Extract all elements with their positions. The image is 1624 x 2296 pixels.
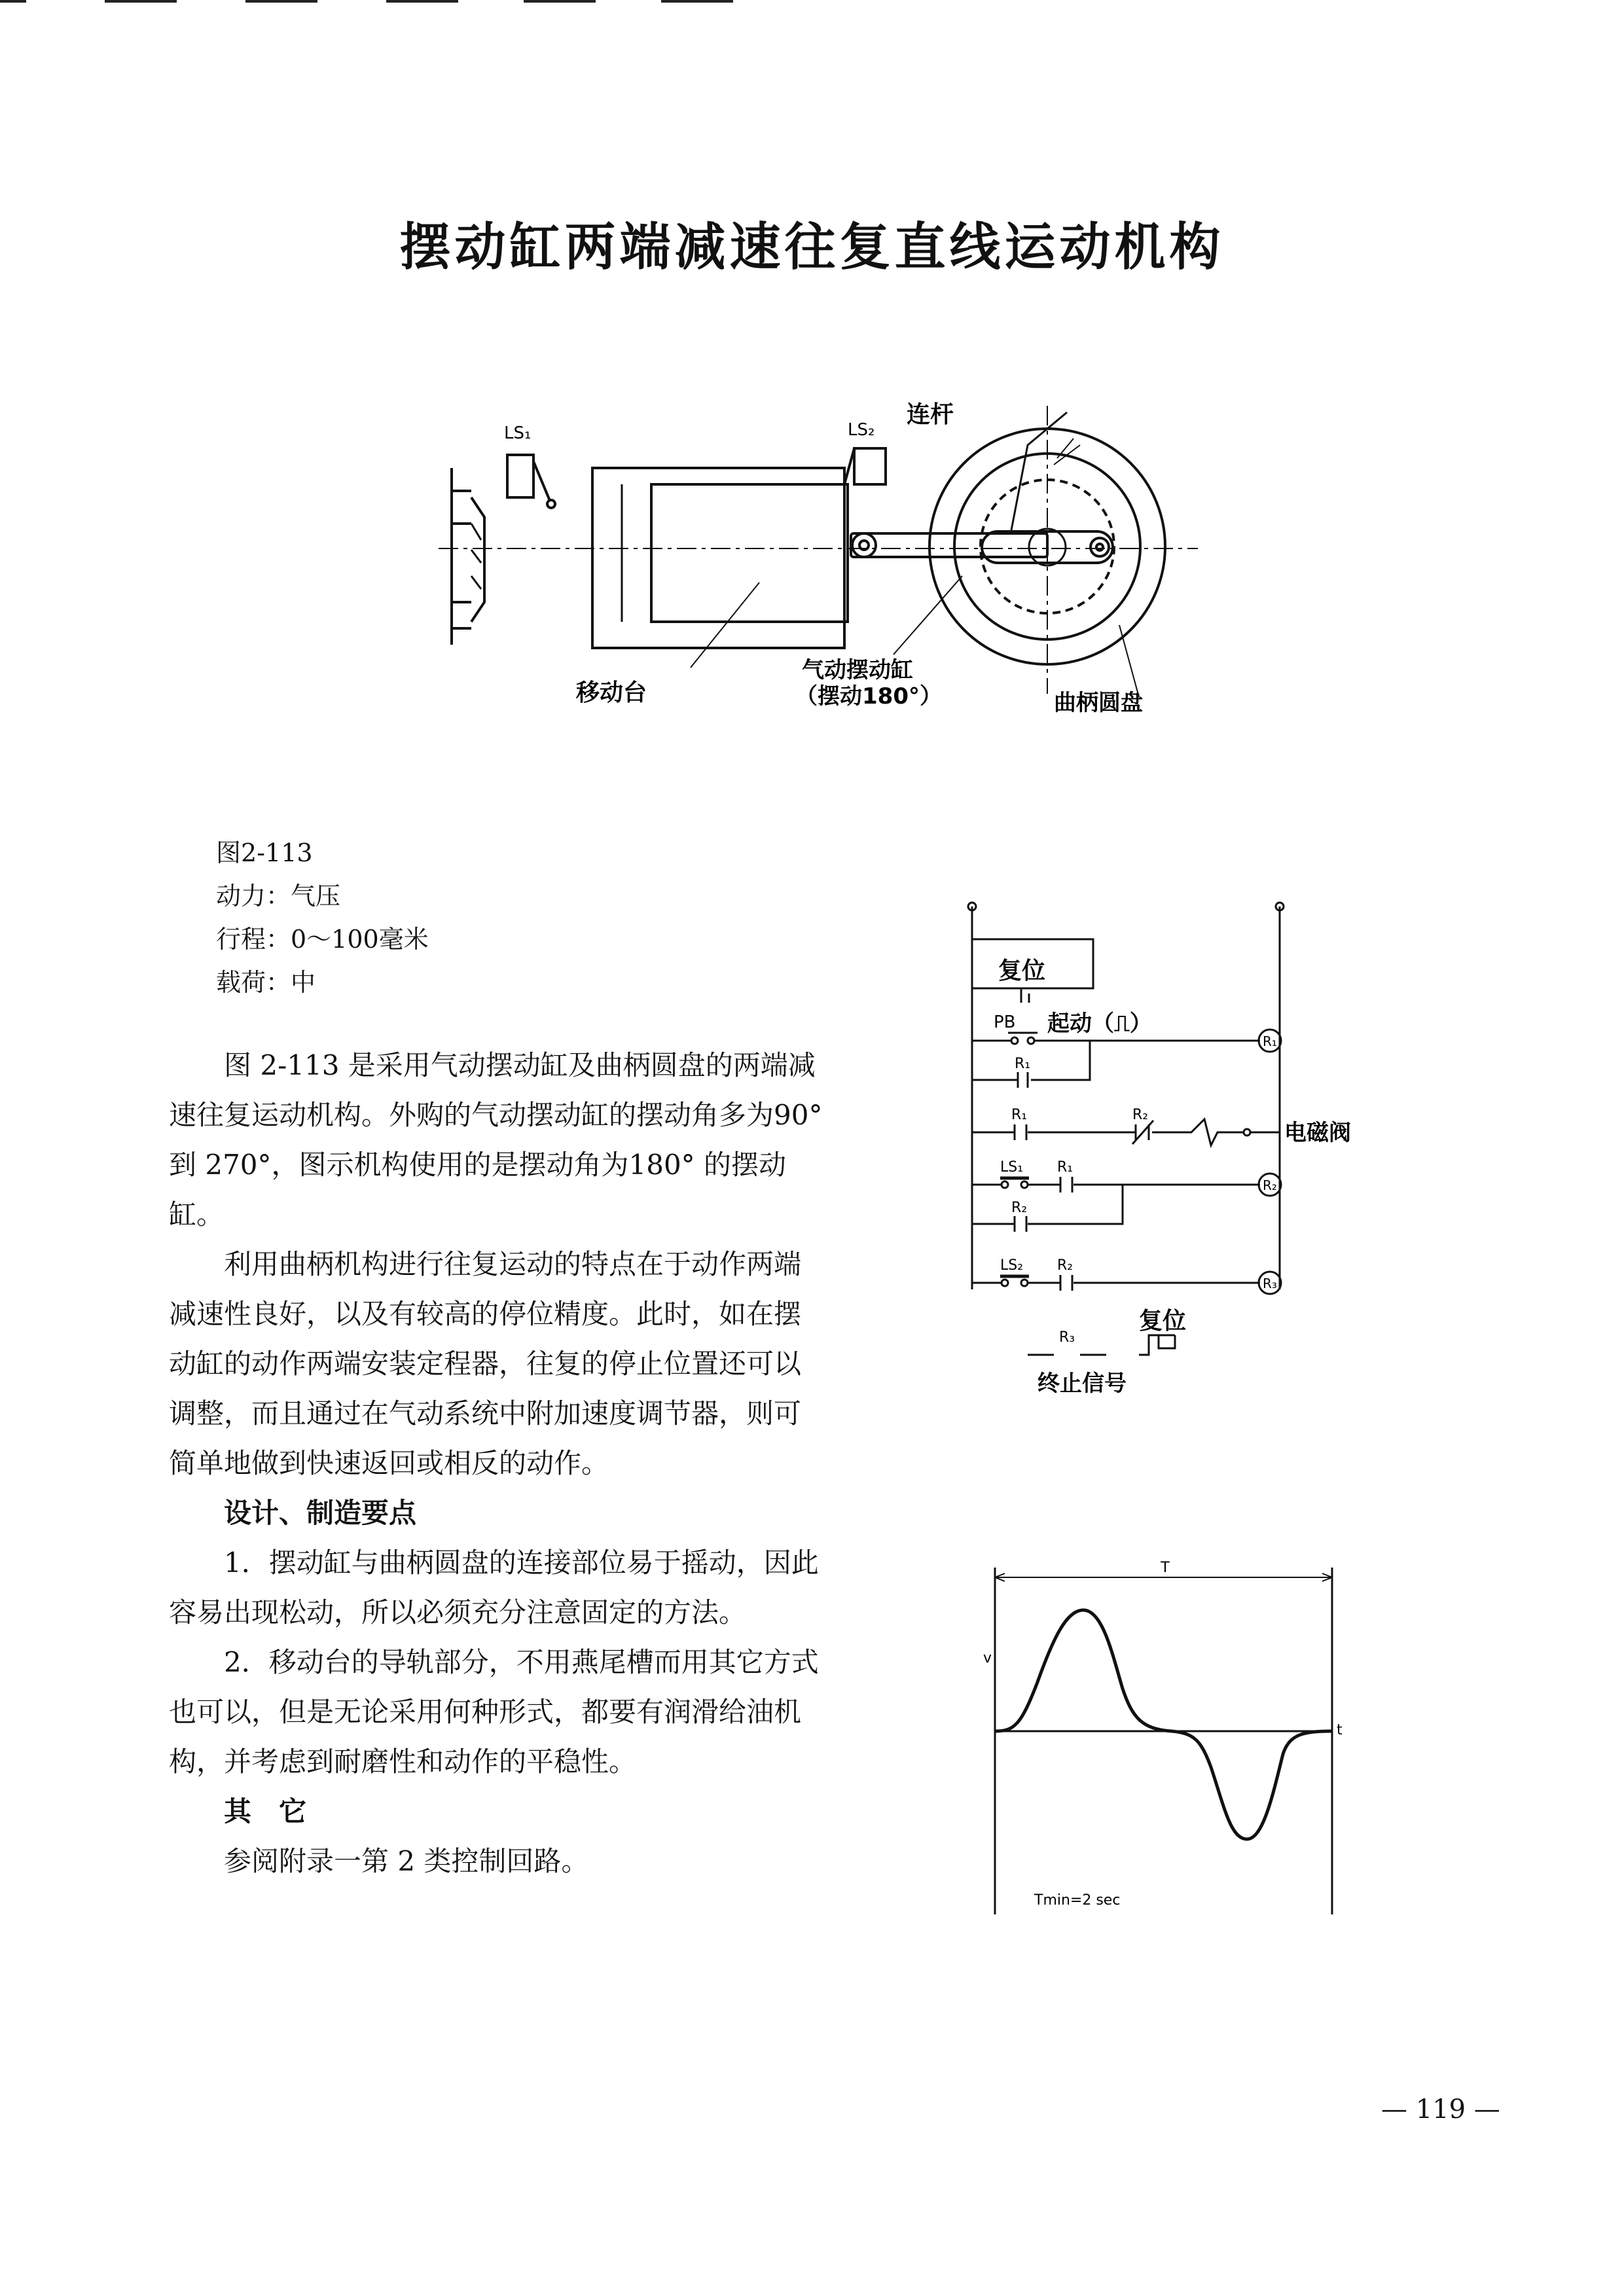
design-point: 1．摆动缸与曲柄圆盘的连接部位易于摇动，因此容易出现松动，所以必须充分注意固定的方法。 xyxy=(169,1547,819,1628)
mechanism-diagram xyxy=(425,386,1211,726)
r2-contact-label: R₂ xyxy=(1011,1200,1028,1216)
ls1-contact-label: LS₁ xyxy=(1000,1159,1024,1175)
page-number: — 119 — xyxy=(1381,2094,1500,2125)
period-label: T xyxy=(1161,1560,1170,1576)
pb-label: PB xyxy=(994,1013,1016,1032)
power-spec: 动力：气压 xyxy=(216,882,341,910)
t-axis-label: t xyxy=(1337,1722,1343,1738)
start-label: 起动（⎍） xyxy=(1047,1011,1152,1037)
ls2-contact-label: LS₂ xyxy=(1000,1257,1024,1274)
solenoid-valve-label: 电磁阀 xyxy=(1284,1120,1351,1146)
other-heading: 其 它 xyxy=(224,1795,307,1827)
design-point: 2．移动台的导轨部分，不用燕尾槽而用其它方式也可以，但是无论采用何种形式，都要有润滑给油机构，并考虑到耐磨性和动作的平稳性。 xyxy=(169,1646,819,1778)
cylinder-label-line1: 气动摆动缸 xyxy=(802,657,913,683)
r1-contact-label: R₁ xyxy=(1015,1056,1031,1072)
r3-contact-label: R₃ xyxy=(1059,1329,1075,1346)
figure-number: 图2-113 xyxy=(216,838,313,867)
r1-contact-label: R₁ xyxy=(1011,1107,1028,1123)
stop-signal-label: 终止信号 xyxy=(1038,1371,1127,1397)
tmin-label: Tmin=2 sec xyxy=(1034,1892,1121,1909)
body-text xyxy=(169,1041,823,1886)
page-title: 摆动缸两端减速往复直线运动机构 xyxy=(399,218,1225,277)
reset2-label: 复位 xyxy=(1139,1308,1187,1335)
ls1-label: LS₁ xyxy=(504,423,532,443)
design-heading: 设计、制造要点 xyxy=(224,1497,417,1529)
stroke-spec: 行程：0～100毫米 xyxy=(216,925,429,954)
top-border-marks xyxy=(0,0,1624,4)
velocity-waveform xyxy=(975,1558,1355,1924)
coil-r2-label: R₂ xyxy=(1263,1177,1277,1193)
coil-r3-label: R₃ xyxy=(1263,1276,1277,1291)
moving-table-label: 移动台 xyxy=(576,679,647,706)
other-text: 参阅附录一第 2 类控制回路。 xyxy=(224,1845,589,1877)
ls2-label: LS₂ xyxy=(848,420,875,440)
coil-r1-label: R₁ xyxy=(1263,1033,1277,1049)
v-axis-label: v xyxy=(983,1650,992,1666)
figure-meta xyxy=(216,831,429,1004)
connecting-rod-label: 连杆 xyxy=(907,401,954,428)
paragraph: 图 2-113 是采用气动摆动缸及曲柄圆盘的两端减速往复运动机构。外购的气动摆动缸的摆动角多为90° 到 270°，图示机构使用的是摆动角为180° 的摆动缸。 xyxy=(169,1049,823,1230)
cylinder-label-line2: （摆动180°） xyxy=(795,683,942,709)
r2-contact-label: R₂ xyxy=(1057,1257,1074,1274)
r2-contact-label: R₂ xyxy=(1132,1107,1149,1123)
reset-label: 复位 xyxy=(998,958,1046,984)
paragraph: 利用曲柄机构进行往复运动的特点在于动作两端减速性良好，以及有较高的停位精度。此时，如在摆动缸的动作两端安装定程器，往复的停止位置还可以调整，而且通过在气动系统中附加速度调节器，则可简单地做到快速返回或相反的动作。 xyxy=(169,1248,802,1479)
r1-contact-label: R₁ xyxy=(1057,1159,1074,1175)
crank-disc-label: 曲柄圆盘 xyxy=(1054,690,1143,716)
control-circuit xyxy=(949,897,1420,1407)
load-spec: 载荷：中 xyxy=(216,968,316,997)
